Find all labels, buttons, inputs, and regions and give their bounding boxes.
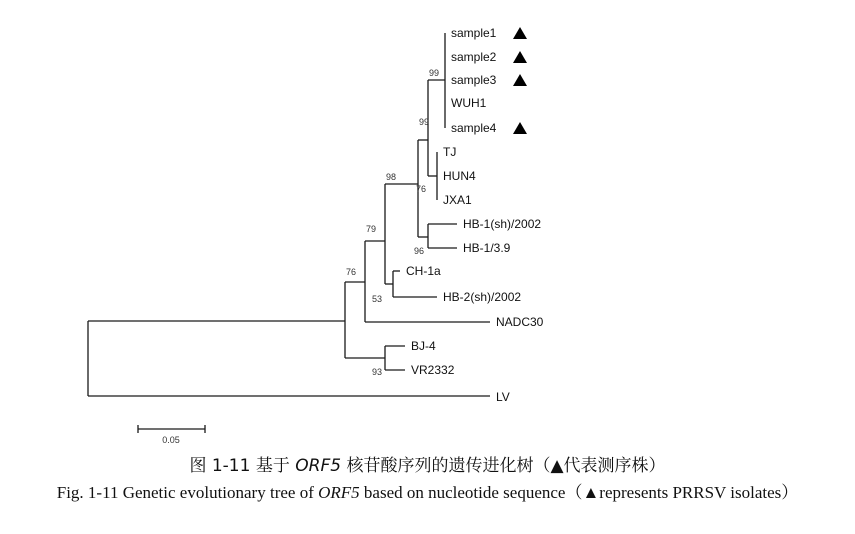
support-value-93: 93 — [371, 367, 382, 377]
triangle-marker-icon — [513, 27, 527, 39]
leaf-label-vr2332: VR2332 — [411, 363, 455, 377]
figure-caption-english — [0, 481, 855, 504]
leaf-label-sample4: sample4 — [451, 121, 497, 135]
leaf-label-nadc30: NADC30 — [496, 315, 544, 329]
caption-en-gene: ORF5 — [318, 483, 360, 502]
caption-cn-suffix: 核苷酸序列的遗传进化树（▲代表测序株） — [341, 456, 666, 476]
leaf-label-lv: LV — [496, 390, 510, 404]
caption-cn-gene: ORF5 — [295, 456, 342, 476]
tree-support-values — [346, 68, 439, 377]
triangle-marker-icon — [513, 122, 527, 134]
support-value-96: 96 — [413, 246, 424, 256]
leaf-label-wuh1: WUH1 — [451, 96, 487, 110]
leaf-label-sample1: sample1 — [451, 26, 497, 40]
caption-cn-prefix: 图 1-11 基于 — [189, 456, 296, 476]
leaf-label-bj4: BJ-4 — [411, 339, 436, 353]
leaf-label-jxa1: JXA1 — [443, 193, 472, 207]
support-value-samples: 99 — [428, 68, 440, 78]
support-value-98: 98 — [385, 172, 397, 182]
leaf-label-hb1sh: HB-1(sh)/2002 — [463, 217, 542, 231]
support-value-99b: 99 — [418, 117, 430, 127]
leaf-label-ch1a: CH-1a — [406, 264, 441, 278]
caption-en-prefix: Fig. 1-11 Genetic evolutionary tree of — [56, 483, 319, 502]
tree-labels — [406, 26, 544, 404]
caption-en-suffix: based on nucleotide sequence（▲represents PRRSV isolates） — [359, 483, 799, 502]
leaf-label-tj: TJ — [443, 145, 457, 159]
support-value-76a: 76 — [415, 184, 426, 194]
support-value-53: 53 — [371, 294, 382, 304]
support-value-76b: 76 — [345, 267, 357, 277]
support-value-79: 79 — [365, 224, 377, 234]
triangle-marker-icon — [513, 51, 527, 63]
figure-caption-chinese — [0, 451, 855, 476]
leaf-label-hb2sh: HB-2(sh)/2002 — [443, 290, 522, 304]
triangle-marker-icon — [513, 74, 527, 86]
leaf-label-sample2: sample2 — [451, 50, 497, 64]
scale-bar-label: 0.05 — [162, 435, 180, 445]
leaf-label-sample3: sample3 — [451, 73, 497, 87]
scale-bar — [138, 425, 205, 445]
leaf-label-hun4: HUN4 — [443, 169, 476, 183]
leaf-label-hb139: HB-1/3.9 — [463, 241, 511, 255]
